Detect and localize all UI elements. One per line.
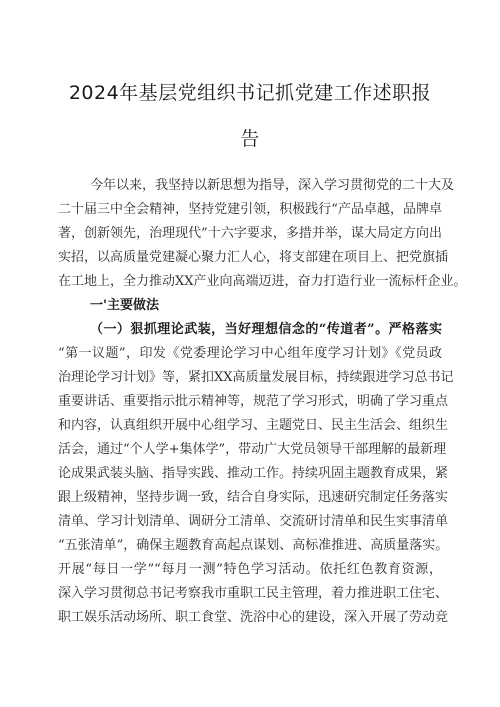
paragraph-line: 开展“每日一学”“每月一测”特色学习活动。依托红色教育资源，: [58, 562, 442, 577]
paragraph-line: 论成果武装头脑、指导实践、推动工作。持续巩固主题教育成果，紧: [58, 466, 449, 481]
document-title-line-1: 2024年基层党组织书记抓党建工作述职报: [68, 82, 432, 104]
paragraph-lead-line: [90, 322, 442, 338]
paragraph-line: 深入学习贯彻总书记考察我市重职工民主管理，着力推进职工住宅、: [58, 586, 449, 601]
paragraph-line: 跟上级精神，坚持步调一致，结合自身实际，迅速研究制定任务落实: [58, 490, 449, 505]
paragraph-line: 清单、学习计划清单、调研分工清单、交流研讨清单和民生实事清单: [58, 514, 449, 529]
paragraph-lead-rest: 严格落实: [388, 322, 442, 337]
paragraph-line: 治理论学习计划》等，紧扣XX高质量发展目标，持续跟进学习总书记: [58, 370, 454, 385]
paragraph-line: 职工娱乐活动场所、职工食堂、洗浴中心的建设，深入开展了劳动竞: [58, 610, 449, 625]
document-title-line-2: 告: [240, 128, 260, 150]
paragraph-line: “五张清单”，确保主题教育高起点谋划、高标准推进、高质量落实。: [58, 538, 449, 553]
paragraph-line: “第一议题”，印发《党委理论学习中心组年度学习计划》《党员政: [58, 346, 442, 361]
intro-line: 二十届三中全会精神，坚持党建引领，积极践行“产品卓越，品牌卓: [58, 202, 442, 217]
paragraph-lead-bold: （一）狠抓理论武装，当好理想信念的“传道者”。: [90, 322, 389, 337]
paragraph-line: 重要讲话、重要指示批示精神等，规范了学习形式，明确了学习重点: [58, 394, 449, 409]
intro-line: 在工地上，全力推动XX产业向高端迈进，奋力打造行业一流标杆企业。: [58, 274, 467, 289]
paragraph-line: 活会，通过“个人学+集体学”，带动广大党员领导干部理解的最新理: [58, 442, 447, 457]
intro-line: 实招，以高质量党建凝心聚力汇人心，将支部建在项目上、把党旗插: [58, 250, 449, 265]
intro-line: 今年以来，我坚持以新思想为指导，深入学习贯彻党的二十大及: [90, 178, 455, 193]
section-heading: 一'主要做法: [90, 298, 159, 313]
intro-line: 著，创新领先，治理现代”十六字要求，多措并举，谋大局定方向出: [58, 226, 442, 241]
paragraph-line: 和内容，认真组织开展中心组学习、主题党日、民主生活会、组织生: [58, 418, 449, 433]
